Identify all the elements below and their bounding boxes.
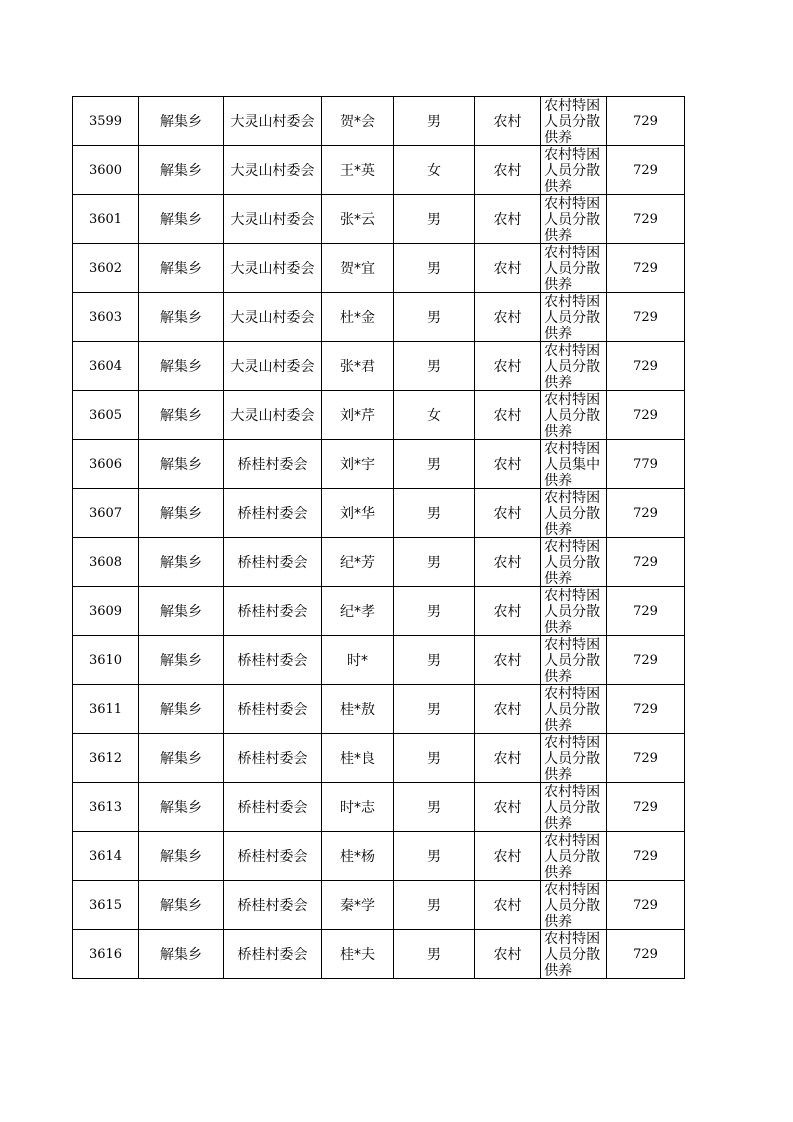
person-name-cell: 秦*学 — [322, 881, 394, 930]
village-committee-cell: 大灵山村委会 — [224, 146, 322, 195]
support-category-text: 农村特困人员分散供养 — [544, 784, 601, 830]
serial-number-cell: 3600 — [73, 146, 139, 195]
table-row — [73, 685, 685, 734]
support-category-text: 农村特困人员分散供养 — [544, 343, 601, 389]
person-name-cell: 时*志 — [322, 783, 394, 832]
table-row — [73, 391, 685, 440]
support-category-text: 农村特困人员集中供养 — [544, 441, 601, 487]
amount-cell: 729 — [607, 734, 685, 783]
table-row — [73, 97, 685, 146]
gender-cell: 男 — [394, 685, 475, 734]
support-category-cell — [541, 342, 607, 391]
village-committee-cell: 桥桂村委会 — [224, 832, 322, 881]
gender-cell: 男 — [394, 244, 475, 293]
amount-cell: 729 — [607, 293, 685, 342]
serial-number-cell: 3611 — [73, 685, 139, 734]
support-category-cell — [541, 783, 607, 832]
person-name-cell: 刘*芹 — [322, 391, 394, 440]
township-cell: 解集乡 — [139, 244, 224, 293]
gender-cell: 男 — [394, 636, 475, 685]
amount-cell: 729 — [607, 881, 685, 930]
person-name-cell: 刘*华 — [322, 489, 394, 538]
gender-cell: 女 — [394, 391, 475, 440]
person-name-cell: 时* — [322, 636, 394, 685]
serial-number-cell: 3615 — [73, 881, 139, 930]
residence-type-cell: 农村 — [475, 636, 541, 685]
support-category-cell — [541, 881, 607, 930]
serial-number-cell: 3613 — [73, 783, 139, 832]
residence-type-cell: 农村 — [475, 685, 541, 734]
village-committee-cell: 桥桂村委会 — [224, 587, 322, 636]
serial-number-cell: 3612 — [73, 734, 139, 783]
township-cell: 解集乡 — [139, 930, 224, 979]
table-row — [73, 881, 685, 930]
table-row — [73, 146, 685, 195]
table-row — [73, 195, 685, 244]
township-cell: 解集乡 — [139, 342, 224, 391]
serial-number-cell: 3605 — [73, 391, 139, 440]
person-name-cell: 桂*夫 — [322, 930, 394, 979]
township-cell: 解集乡 — [139, 293, 224, 342]
village-committee-cell: 桥桂村委会 — [224, 538, 322, 587]
residence-type-cell: 农村 — [475, 440, 541, 489]
support-category-cell — [541, 440, 607, 489]
serial-number-cell: 3609 — [73, 587, 139, 636]
support-category-text: 农村特困人员分散供养 — [544, 833, 601, 879]
residence-type-cell: 农村 — [475, 587, 541, 636]
table-row — [73, 636, 685, 685]
village-committee-cell: 桥桂村委会 — [224, 636, 322, 685]
residence-type-cell: 农村 — [475, 146, 541, 195]
residence-type-cell: 农村 — [475, 195, 541, 244]
village-committee-cell: 大灵山村委会 — [224, 97, 322, 146]
person-name-cell: 纪*孝 — [322, 587, 394, 636]
village-committee-cell: 大灵山村委会 — [224, 195, 322, 244]
township-cell: 解集乡 — [139, 783, 224, 832]
person-name-cell: 贺*宜 — [322, 244, 394, 293]
amount-cell: 729 — [607, 587, 685, 636]
person-name-cell: 桂*良 — [322, 734, 394, 783]
support-category-cell — [541, 734, 607, 783]
serial-number-cell: 3603 — [73, 293, 139, 342]
table-row — [73, 587, 685, 636]
township-cell: 解集乡 — [139, 195, 224, 244]
township-cell: 解集乡 — [139, 391, 224, 440]
amount-cell: 729 — [607, 244, 685, 293]
residence-type-cell: 农村 — [475, 342, 541, 391]
gender-cell: 男 — [394, 881, 475, 930]
gender-cell: 男 — [394, 293, 475, 342]
serial-number-cell: 3610 — [73, 636, 139, 685]
township-cell: 解集乡 — [139, 587, 224, 636]
gender-cell: 男 — [394, 489, 475, 538]
village-committee-cell: 桥桂村委会 — [224, 489, 322, 538]
support-category-text: 农村特困人员分散供养 — [544, 294, 601, 340]
support-category-cell — [541, 489, 607, 538]
gender-cell: 男 — [394, 440, 475, 489]
village-committee-cell: 桥桂村委会 — [224, 783, 322, 832]
township-cell: 解集乡 — [139, 146, 224, 195]
support-category-cell — [541, 97, 607, 146]
residence-type-cell: 农村 — [475, 97, 541, 146]
serial-number-cell: 3606 — [73, 440, 139, 489]
support-category-cell — [541, 146, 607, 195]
person-name-cell: 张*君 — [322, 342, 394, 391]
support-category-text: 农村特困人员分散供养 — [544, 98, 601, 144]
amount-cell: 729 — [607, 685, 685, 734]
village-committee-cell: 桥桂村委会 — [224, 881, 322, 930]
person-name-cell: 刘*宇 — [322, 440, 394, 489]
residence-type-cell: 农村 — [475, 489, 541, 538]
amount-cell: 729 — [607, 636, 685, 685]
serial-number-cell: 3614 — [73, 832, 139, 881]
township-cell: 解集乡 — [139, 97, 224, 146]
support-category-cell — [541, 587, 607, 636]
serial-number-cell: 3599 — [73, 97, 139, 146]
gender-cell: 男 — [394, 930, 475, 979]
person-name-cell: 纪*芳 — [322, 538, 394, 587]
village-committee-cell: 桥桂村委会 — [224, 440, 322, 489]
serial-number-cell: 3608 — [73, 538, 139, 587]
township-cell: 解集乡 — [139, 636, 224, 685]
support-category-text: 农村特困人员分散供养 — [544, 931, 601, 977]
gender-cell: 男 — [394, 734, 475, 783]
amount-cell: 729 — [607, 342, 685, 391]
amount-cell: 729 — [607, 832, 685, 881]
amount-cell: 779 — [607, 440, 685, 489]
support-category-text: 农村特困人员分散供养 — [544, 588, 601, 634]
support-category-cell — [541, 832, 607, 881]
support-category-text: 农村特困人员分散供养 — [544, 196, 601, 242]
relief-roster-table — [72, 96, 685, 979]
village-committee-cell: 大灵山村委会 — [224, 293, 322, 342]
support-category-cell — [541, 293, 607, 342]
support-category-text: 农村特困人员分散供养 — [544, 637, 601, 683]
support-category-text: 农村特困人员分散供养 — [544, 392, 601, 438]
village-committee-cell: 大灵山村委会 — [224, 244, 322, 293]
amount-cell: 729 — [607, 538, 685, 587]
residence-type-cell: 农村 — [475, 538, 541, 587]
person-name-cell: 张*云 — [322, 195, 394, 244]
gender-cell: 男 — [394, 342, 475, 391]
amount-cell: 729 — [607, 783, 685, 832]
township-cell: 解集乡 — [139, 489, 224, 538]
person-name-cell: 王*英 — [322, 146, 394, 195]
gender-cell: 男 — [394, 832, 475, 881]
village-committee-cell: 桥桂村委会 — [224, 685, 322, 734]
support-category-cell — [541, 538, 607, 587]
gender-cell: 男 — [394, 538, 475, 587]
village-committee-cell: 大灵山村委会 — [224, 342, 322, 391]
township-cell: 解集乡 — [139, 734, 224, 783]
table-row — [73, 930, 685, 979]
serial-number-cell: 3602 — [73, 244, 139, 293]
person-name-cell: 贺*会 — [322, 97, 394, 146]
table-row — [73, 734, 685, 783]
support-category-text: 农村特困人员分散供养 — [544, 539, 601, 585]
table-row — [73, 342, 685, 391]
township-cell: 解集乡 — [139, 832, 224, 881]
support-category-text: 农村特困人员分散供养 — [544, 686, 601, 732]
amount-cell: 729 — [607, 391, 685, 440]
table-row — [73, 293, 685, 342]
township-cell: 解集乡 — [139, 440, 224, 489]
serial-number-cell: 3607 — [73, 489, 139, 538]
support-category-text: 农村特困人员分散供养 — [544, 147, 601, 193]
support-category-text: 农村特困人员分散供养 — [544, 245, 601, 291]
amount-cell: 729 — [607, 97, 685, 146]
table-row — [73, 244, 685, 293]
person-name-cell: 杜*金 — [322, 293, 394, 342]
table-body — [73, 97, 685, 979]
table-row — [73, 783, 685, 832]
residence-type-cell: 农村 — [475, 832, 541, 881]
residence-type-cell: 农村 — [475, 783, 541, 832]
residence-type-cell: 农村 — [475, 244, 541, 293]
residence-type-cell: 农村 — [475, 881, 541, 930]
person-name-cell: 桂*杨 — [322, 832, 394, 881]
residence-type-cell: 农村 — [475, 293, 541, 342]
gender-cell: 男 — [394, 97, 475, 146]
support-category-cell — [541, 930, 607, 979]
village-committee-cell: 大灵山村委会 — [224, 391, 322, 440]
gender-cell: 男 — [394, 587, 475, 636]
table-row — [73, 538, 685, 587]
gender-cell: 女 — [394, 146, 475, 195]
gender-cell: 男 — [394, 195, 475, 244]
amount-cell: 729 — [607, 489, 685, 538]
residence-type-cell: 农村 — [475, 391, 541, 440]
township-cell: 解集乡 — [139, 881, 224, 930]
amount-cell: 729 — [607, 195, 685, 244]
township-cell: 解集乡 — [139, 685, 224, 734]
serial-number-cell: 3616 — [73, 930, 139, 979]
table-row — [73, 440, 685, 489]
support-category-text: 农村特困人员分散供养 — [544, 735, 601, 781]
residence-type-cell: 农村 — [475, 930, 541, 979]
village-committee-cell: 桥桂村委会 — [224, 930, 322, 979]
support-category-cell — [541, 244, 607, 293]
support-category-cell — [541, 636, 607, 685]
support-category-text: 农村特困人员分散供养 — [544, 490, 601, 536]
support-category-text: 农村特困人员分散供养 — [544, 882, 601, 928]
table-row — [73, 832, 685, 881]
serial-number-cell: 3604 — [73, 342, 139, 391]
township-cell: 解集乡 — [139, 538, 224, 587]
support-category-cell — [541, 391, 607, 440]
residence-type-cell: 农村 — [475, 734, 541, 783]
support-category-cell — [541, 195, 607, 244]
amount-cell: 729 — [607, 146, 685, 195]
serial-number-cell: 3601 — [73, 195, 139, 244]
village-committee-cell: 桥桂村委会 — [224, 734, 322, 783]
gender-cell: 男 — [394, 783, 475, 832]
support-category-cell — [541, 685, 607, 734]
person-name-cell: 桂*敖 — [322, 685, 394, 734]
table-row — [73, 489, 685, 538]
amount-cell: 729 — [607, 930, 685, 979]
